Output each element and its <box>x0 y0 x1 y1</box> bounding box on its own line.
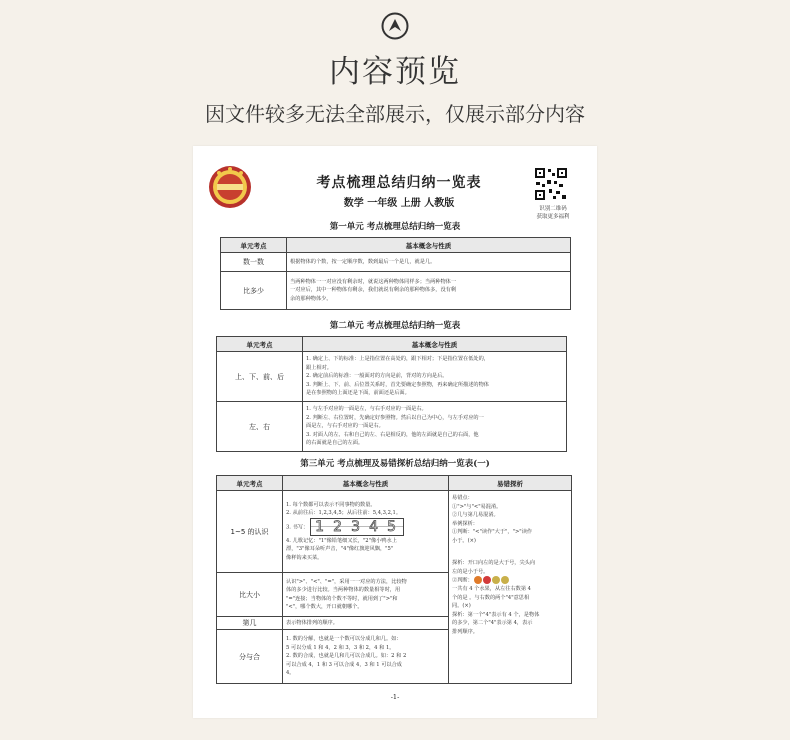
section1-table <box>220 237 571 310</box>
unit-name: 数一数 <box>221 253 287 272</box>
trace-digit: 1 <box>315 518 325 535</box>
concept-text: 认识">"、"<"、"="，采用一一对应的方法，比较物 体的多少进行比较。当两种物体的数量相等时，用 "="连接；当物体的个数不等时，就用到了">"和 "<"，哪个数大，开口就朝哪个。 <box>283 573 449 617</box>
concept-text: 1. 数的分解，也就是一个数可以分成几和几。如： 5 可以分成 1 和 4，2 和 3，3 和 2，4 和 1。 2. 数的合成，也就是几和几可以合成几。如：2 和 2 可以合成 4，1 和 3 可以合成 4，3 和 1 可以合成 4。 <box>283 630 449 684</box>
unit-name: 比大小 <box>217 573 283 617</box>
unit-name: 分与合 <box>217 630 283 684</box>
trace-digit: 5 <box>387 518 397 535</box>
col-header-unit: 单元考点 <box>217 337 303 352</box>
qr-caption-1: 识别二维码 <box>539 206 567 212</box>
col-header-concept: 基本概念与性质 <box>303 337 567 352</box>
col-header-unit: 单元考点 <box>217 476 283 491</box>
page-title: 内容预览 <box>329 54 461 90</box>
page-number: -1- <box>390 693 400 701</box>
trace-digit: 3 <box>351 518 361 535</box>
concept-text: 当两种物体一一对应没有剩余时，就说这两种物体同样多；当两种物体一 一对应后，其中一种物体有剩余，我们就说有剩余的那种物体多，没有剩 余的那种物体少。 <box>287 272 571 310</box>
document-title: 考点梳理总结归纳一览表 <box>316 175 482 191</box>
mistake-analysis: 易错点： ①">"与"<"易混淆。 ②几与第几易混淆。 举例探析： ①判断："<"读作"大于"，">"读作 小于。(×) 探析：开口向左的是大于号，尖头向 左的是小于号。 ②判断： 一共有 4 个水果，从左往右数第 4 个的是 。与右数的两个"4"意思相 同。(×) 探析：第一个"4"表示有 4 个，是物体 的多少，第二个"4"表示第 4，表示 排列顺序。 <box>449 491 572 684</box>
concept-text: 1. 每个数都可以表示不同事物的数量。 2. 从前往后：1,2,3,4,5；从后往前：5,4,3,2,1。 3. 书写： 1 2 3 4 5 4. 儿歌记忆："1"像铅笔细又长，"2"像小鸭水上 漂，"3"像耳朵听声音，"4"像红旗迎风飘，"5" 像秤钩来买菜。 <box>283 491 449 573</box>
section1-title: 第一单元 考点梳理总结归纳一览表 <box>329 222 461 232</box>
page-subtitle: 因文件较多无法全部展示，仅展示部分内容 <box>205 102 585 126</box>
col-header-unit: 单元考点 <box>221 238 287 253</box>
concept-text: 表示物体排列的顺序。 <box>283 617 449 630</box>
unit-name: 1~5 的认识 <box>217 491 283 573</box>
pear-icon <box>492 576 500 584</box>
chevron-up-circle-icon <box>381 12 409 40</box>
document-preview <box>193 146 597 718</box>
concept-text: 1. 与左手对应的一面是左，与右手对应的一面是右。 2. 判断左、右位置时，先确定好参照物。然后以自己为中心，与左手对应的一 面是左，与右手对应的一面是右。 3. 对面人的左、右和自己的左、右是相反的，他的左面就是自己的右面，他 的右面就是自己的左面。 <box>303 402 567 452</box>
qr-code-icon <box>534 167 568 201</box>
trace-digit: 2 <box>333 518 343 535</box>
unit-name: 左、右 <box>217 402 303 452</box>
unit-name: 上、下、前、后 <box>217 352 303 402</box>
col-header-concept: 基本概念与性质 <box>287 238 571 253</box>
section2-title: 第二单元 考点梳理总结归纳一览表 <box>329 321 461 331</box>
document-subtitle: 数学 一年级 上册 人教版 <box>343 198 455 209</box>
concept-text: 根据物体的个数，按一定顺序数，数到最后一个是几，就是几。 <box>287 253 571 272</box>
concept-text: 1. 确定上、下的标准：上是指位置在高处的，跟下相对；下是指位置在低处的， 跟上相对。 2. 确定前后的标准：一般面对的方向是前，背对的方向是后。 3. 判断上、下、前、后位置关系时，首先要确定参照物，再来确定所描述的物体 是在参照物的上面还是下面，前面还是后面。 <box>303 352 567 402</box>
unit-name: 第几 <box>217 617 283 630</box>
col-header-concept: 基本概念与性质 <box>283 476 449 491</box>
qr-caption-2: 获取更多福利 <box>536 214 570 220</box>
section3-table <box>216 475 572 684</box>
col-header-mistake: 易错探析 <box>449 476 572 491</box>
section2-table <box>216 336 567 452</box>
trace-digit: 4 <box>369 518 379 535</box>
brand-logo-icon <box>207 164 253 210</box>
strawberry-icon <box>483 576 491 584</box>
orange-icon <box>474 576 482 584</box>
unit-name: 比多少 <box>221 272 287 310</box>
digit-tracing-box <box>310 518 404 536</box>
pear-icon <box>501 576 509 584</box>
section3-title: 第三单元 考点梳理及易错探析总结归纳一览表(一) <box>300 459 490 469</box>
